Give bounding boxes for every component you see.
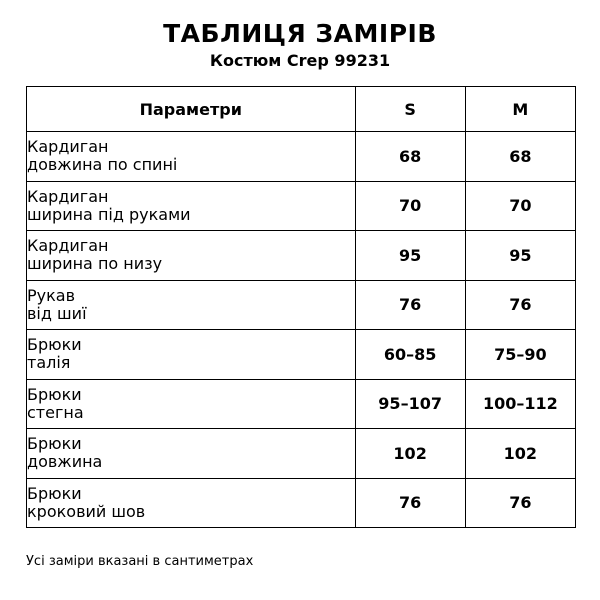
- param-group: Кардиган: [27, 236, 109, 256]
- param-cell: [27, 478, 356, 528]
- value-size-s: 95: [355, 231, 465, 281]
- value-size-m: 68: [465, 132, 575, 182]
- value-size-s: 68: [355, 132, 465, 182]
- param-group: Рукав: [27, 285, 76, 305]
- param-group: Кардиган: [27, 186, 109, 206]
- param-cell: [27, 280, 356, 330]
- value-size-m: 76: [465, 280, 575, 330]
- param-measure: ширина під руками: [27, 204, 191, 224]
- value-size-m: 76: [465, 478, 575, 528]
- param-measure: довжина: [27, 452, 103, 472]
- table-row: [27, 280, 576, 330]
- param-cell: [27, 132, 356, 182]
- header-parameters: Параметри: [27, 87, 356, 132]
- param-group: Брюки: [27, 384, 82, 404]
- param-group: Брюки: [27, 335, 82, 355]
- param-group: Брюки: [27, 483, 82, 503]
- page-title: ТАБЛИЦЯ ЗАМІРІВ: [163, 19, 437, 48]
- value-size-s: 95–107: [355, 379, 465, 429]
- param-cell: [27, 429, 356, 479]
- value-size-s: 76: [355, 280, 465, 330]
- table-row: [27, 181, 576, 231]
- param-measure: стегна: [27, 402, 84, 422]
- value-size-s: 60–85: [355, 330, 465, 380]
- param-measure: талія: [27, 353, 71, 373]
- value-size-m: 102: [465, 429, 575, 479]
- param-group: Кардиган: [27, 137, 109, 157]
- value-size-s: 76: [355, 478, 465, 528]
- table-header-row: [27, 87, 576, 132]
- value-size-m: 100–112: [465, 379, 575, 429]
- footnote: Усі заміри вказані в сантиметрах: [26, 554, 254, 569]
- page-subtitle: Костюм Crep 99231: [209, 51, 391, 70]
- header-size-m: M: [465, 87, 575, 132]
- value-size-m: 95: [465, 231, 575, 281]
- param-measure: довжина по спині: [27, 155, 178, 175]
- value-size-s: 102: [355, 429, 465, 479]
- param-measure: ширина по низу: [27, 254, 163, 274]
- param-measure: від шиї: [27, 303, 87, 323]
- table-row: [27, 231, 576, 281]
- param-cell: [27, 231, 356, 281]
- param-cell: [27, 181, 356, 231]
- value-size-m: 70: [465, 181, 575, 231]
- param-cell: [27, 379, 356, 429]
- table-row: [27, 132, 576, 182]
- param-cell: [27, 330, 356, 380]
- header-size-s: S: [355, 87, 465, 132]
- table-row: [27, 379, 576, 429]
- param-measure: кроковий шов: [27, 501, 146, 521]
- table-row: [27, 330, 576, 380]
- size-table: [26, 86, 576, 528]
- table-row: [27, 429, 576, 479]
- param-group: Брюки: [27, 434, 82, 454]
- value-size-m: 75–90: [465, 330, 575, 380]
- value-size-s: 70: [355, 181, 465, 231]
- table-row: [27, 478, 576, 528]
